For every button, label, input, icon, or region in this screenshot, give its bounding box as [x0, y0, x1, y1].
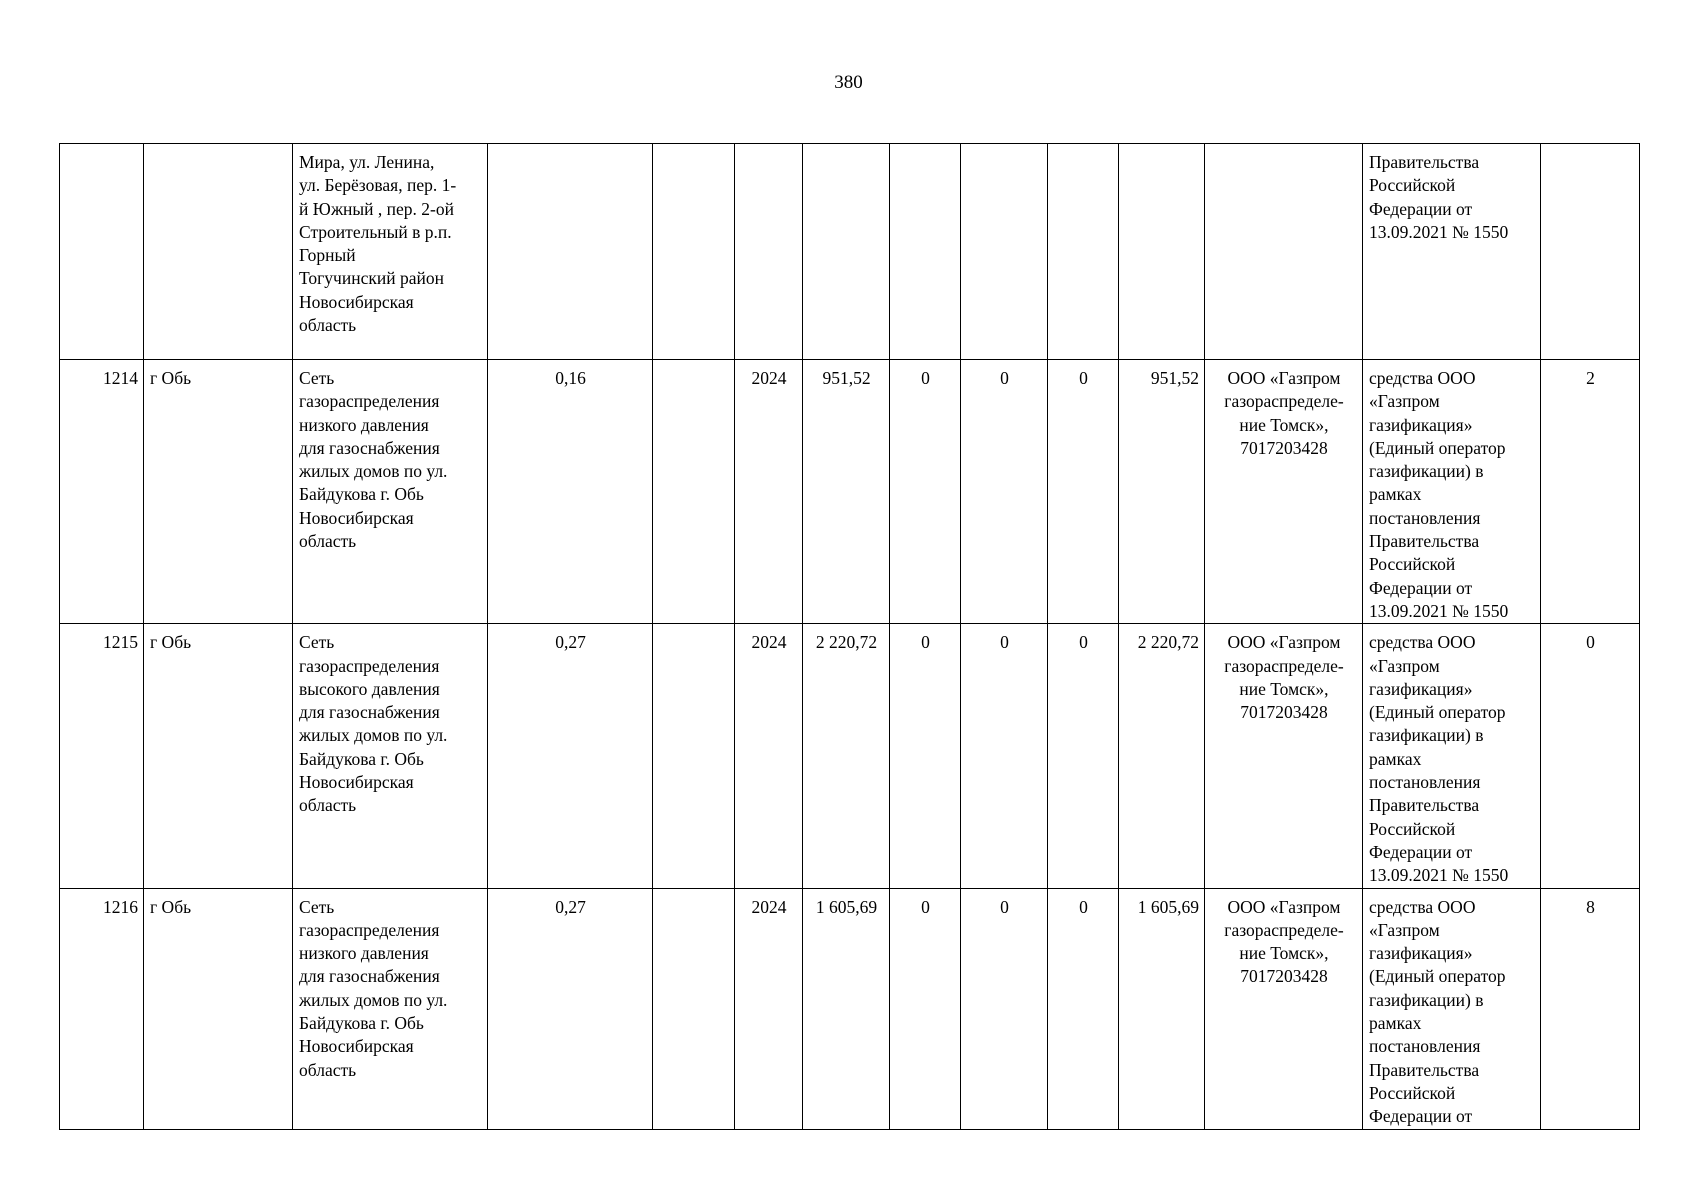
cell-total	[803, 144, 890, 360]
cell-c11: 1 605,69	[1119, 888, 1205, 1129]
cell-length: 0,27	[488, 624, 653, 888]
cell-organization	[1205, 144, 1363, 360]
cell-col5	[653, 888, 735, 1129]
cell-c8	[890, 144, 961, 360]
cell-length: 0,16	[488, 360, 653, 624]
cell-object: Сеть газораспределения низкого давления для газоснабжения жилых домов по ул. Байдукова г. Обь Новосибирская область	[293, 360, 488, 624]
cell-no	[60, 144, 144, 360]
cell-c8: 0	[890, 624, 961, 888]
cell-no: 1214	[60, 360, 144, 624]
data-table	[59, 143, 1640, 1130]
table-row	[60, 144, 1640, 360]
cell-organization: ООО «Газпром газораспределе- ние Томск», 7017203428	[1205, 624, 1363, 888]
cell-c9: 0	[961, 624, 1048, 888]
cell-c10: 0	[1048, 888, 1119, 1129]
cell-c11	[1119, 144, 1205, 360]
cell-object: Сеть газораспределения высокого давления для газоснабжения жилых домов по ул. Байдукова г. Обь Новосибирская область	[293, 624, 488, 888]
cell-settlement: г Обь	[144, 360, 293, 624]
cell-c11: 2 220,72	[1119, 624, 1205, 888]
cell-source: средства ООО «Газпром газификация» (Единый оператор газификации) в рамках постановления Правительства Российской Федерации от	[1363, 888, 1541, 1129]
cell-no: 1215	[60, 624, 144, 888]
cell-no: 1216	[60, 888, 144, 1129]
cell-col5	[653, 144, 735, 360]
cell-year: 2024	[735, 888, 803, 1129]
table-row	[60, 360, 1640, 624]
cell-settlement: г Обь	[144, 624, 293, 888]
cell-object: Мира, ул. Ленина, ул. Берёзовая, пер. 1- й Южный , пер. 2-ой Строительный в р.п. Горный Тогучинский район Новосибирская область	[293, 144, 488, 360]
cell-source: средства ООО «Газпром газификация» (Единый оператор газификации) в рамках постановления Правительства Российской Федерации от 13.09.2021 № 1550	[1363, 360, 1541, 624]
cell-col5	[653, 624, 735, 888]
cell-object: Сеть газораспределения низкого давления для газоснабжения жилых домов по ул. Байдукова г. Обь Новосибирская область	[293, 888, 488, 1129]
cell-col5	[653, 360, 735, 624]
cell-total: 2 220,72	[803, 624, 890, 888]
cell-length: 0,27	[488, 888, 653, 1129]
cell-c8: 0	[890, 360, 961, 624]
cell-last: 8	[1541, 888, 1640, 1129]
cell-year: 2024	[735, 624, 803, 888]
cell-source: Правительства Российской Федерации от 13.09.2021 № 1550	[1363, 144, 1541, 360]
cell-organization: ООО «Газпром газораспределе- ние Томск», 7017203428	[1205, 888, 1363, 1129]
cell-total: 951,52	[803, 360, 890, 624]
page-number: 380	[834, 72, 863, 93]
cell-source: средства ООО «Газпром газификация» (Единый оператор газификации) в рамках постановления Правительства Российской Федерации от 13.09.2021 № 1550	[1363, 624, 1541, 888]
cell-last	[1541, 144, 1640, 360]
cell-c10: 0	[1048, 360, 1119, 624]
cell-settlement	[144, 144, 293, 360]
cell-c9	[961, 144, 1048, 360]
cell-total: 1 605,69	[803, 888, 890, 1129]
cell-c10: 0	[1048, 624, 1119, 888]
cell-c10	[1048, 144, 1119, 360]
cell-year	[735, 144, 803, 360]
cell-last: 2	[1541, 360, 1640, 624]
cell-year: 2024	[735, 360, 803, 624]
cell-settlement: г Обь	[144, 888, 293, 1129]
table-row	[60, 888, 1640, 1129]
cell-c9: 0	[961, 360, 1048, 624]
cell-c9: 0	[961, 888, 1048, 1129]
cell-length	[488, 144, 653, 360]
cell-last: 0	[1541, 624, 1640, 888]
cell-c8: 0	[890, 888, 961, 1129]
cell-c11: 951,52	[1119, 360, 1205, 624]
cell-organization: ООО «Газпром газораспределе- ние Томск», 7017203428	[1205, 360, 1363, 624]
table-row	[60, 624, 1640, 888]
